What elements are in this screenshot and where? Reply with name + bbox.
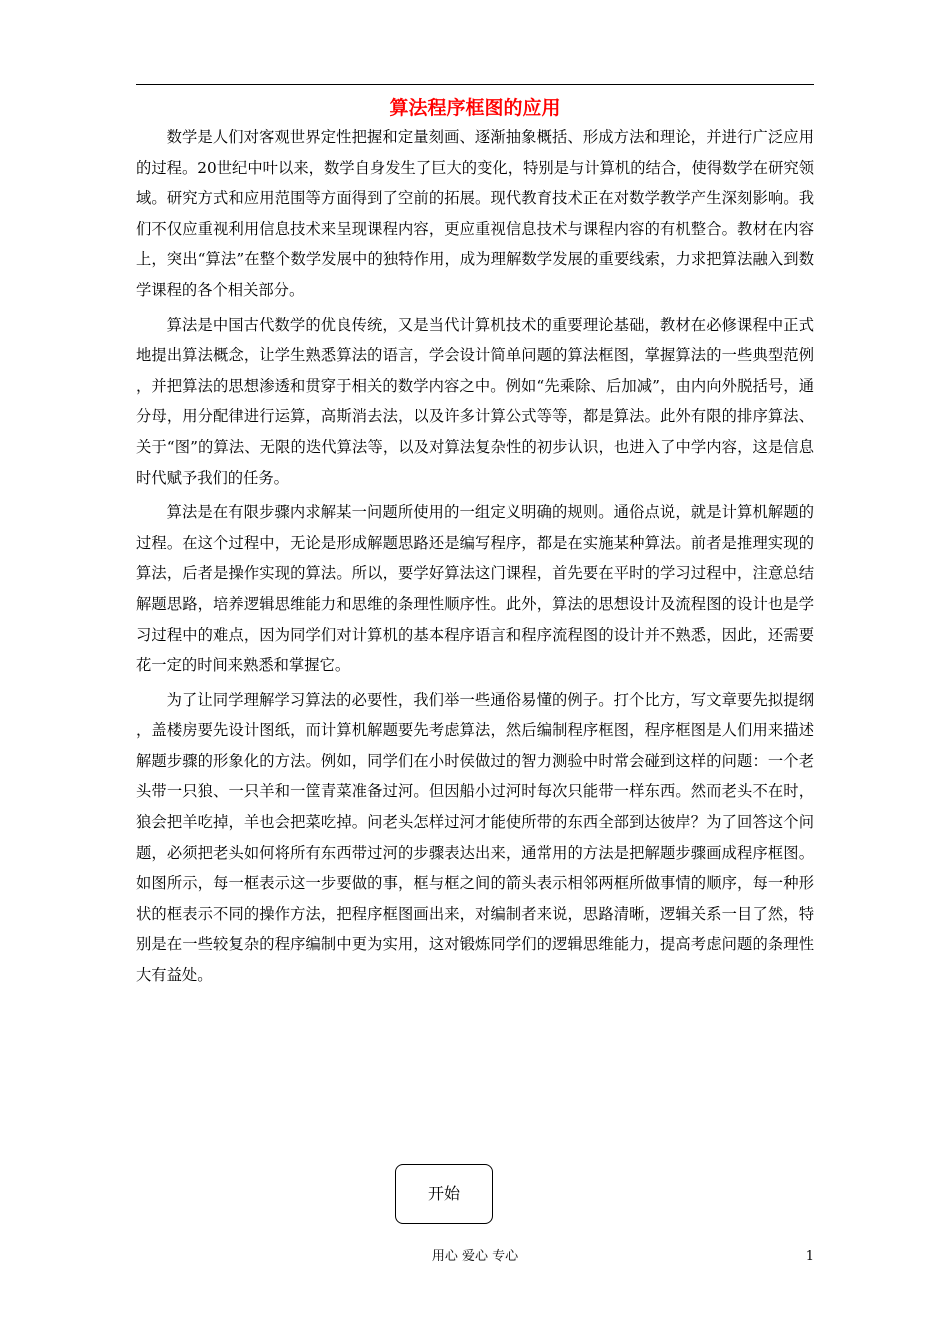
document-body — [136, 122, 814, 991]
flowchart-start-label: 开始 — [427, 1183, 460, 1203]
paragraph-4: 为了让同学理解学习算法的必要性，我们举一些通俗易懂的例子。打个比方，写文章要先拟提纲，盖楼房要先设计图纸，而计算机解题要先考虑算法，然后编制程序框图，程序框图是人们用来描述解题步骤的形象化的方法。例如，同学们在小时侯做过的智力测验中时常会碰到这样的问题：一个老头带一只狼、一只羊和一筐青菜准备过河。但因船小过河时每次只能带一样东西。然而老头不在时，狼会把羊吃掉，羊也会把菜吃掉。问老头怎样过河才能使所带的东西全部到达彼岸？为了回答这个问题，必须把老头如何将所有东西带过河的步骤表达出来，通常用的方法是把解题步骤画成程序框图。如图所示，每一框表示这一步要做的事，框与框之间的箭头表示相邻两框所做事情的顺序，每一种形状的框表示不同的操作方法，把程序框图画出来，对编制者来说，思路清晰，逻辑关系一目了然，特别是在一些较复杂的程序编制中更为实用，这对锻炼同学们的逻辑思维能力，提高考虑问题的条理性大有益处。 — [136, 690, 814, 985]
paragraph-3: 算法是在有限步骤内求解某一问题所使用的一组定义明确的规则。通俗点说，就是计算机解题的过程。在这个过程中，无论是形成解题思路还是编写程序，都是在实施某种算法。前者是推理实现的算法，后者是操作实现的算法。所以，要学好算法这门课程，首先要在平时的学习过程中，注意总结解题思路，培养逻辑思维能力和思维的条理性顺序性。此外，算法的思想设计及流程图的设计也是学习过程中的难点，因为同学们对计算机的基本程序语言和程序流程图的设计并不熟悉，因此，还需要花一定的时间来熟悉和掌握它。 — [136, 503, 814, 675]
footer-slogan: 用心 爱心 专心 — [431, 1249, 519, 1264]
page-number: 1 — [805, 1249, 814, 1264]
flowchart-start-box — [395, 1164, 493, 1224]
paragraph-2: 算法是中国古代数学的优良传统，又是当代计算机技术的重要理论基础，教材在必修课程中正式地提出算法概念，让学生熟悉算法的语言，学会设计简单问题的算法框图，掌握算法的一些典型范例，并把算法的思想渗透和贯穿于相关的数学内容之中。例如“先乘除、后加减”，由内向外脱括号，通分母，用分配律进行运算，高斯消去法，以及许多计算公式等等，都是算法。此外有限的排序算法、关于“图”的算法、无限的迭代算法等，以及对算法复杂性的初步认识，也进入了中学内容，这是信息时代赋予我们的任务。 — [136, 315, 814, 487]
paragraph-1: 数学是人们对客观世界定性把握和定量刻画、逐渐抽象概括、形成方法和理论，并进行广泛应用的过程。20世纪中叶以来，数学自身发生了巨大的变化，特别是与计算机的结合，使得数学在研究领域。研究方式和应用范围等方面得到了空前的拓展。现代教育技术正在对数学教学产生深刻影响。我们不仅应重视利用信息技术来呈现课程内容，更应重视信息技术与课程内容的有机整合。教材在内容上，突出“算法”在整个数学发展中的独特作用，成为理解数学发展的重要线索，力求把算法融入到数学课程的各个相关部分。 — [136, 128, 814, 299]
document-title: 算法程序框图的应用 — [389, 97, 561, 119]
header-rule — [136, 84, 814, 85]
